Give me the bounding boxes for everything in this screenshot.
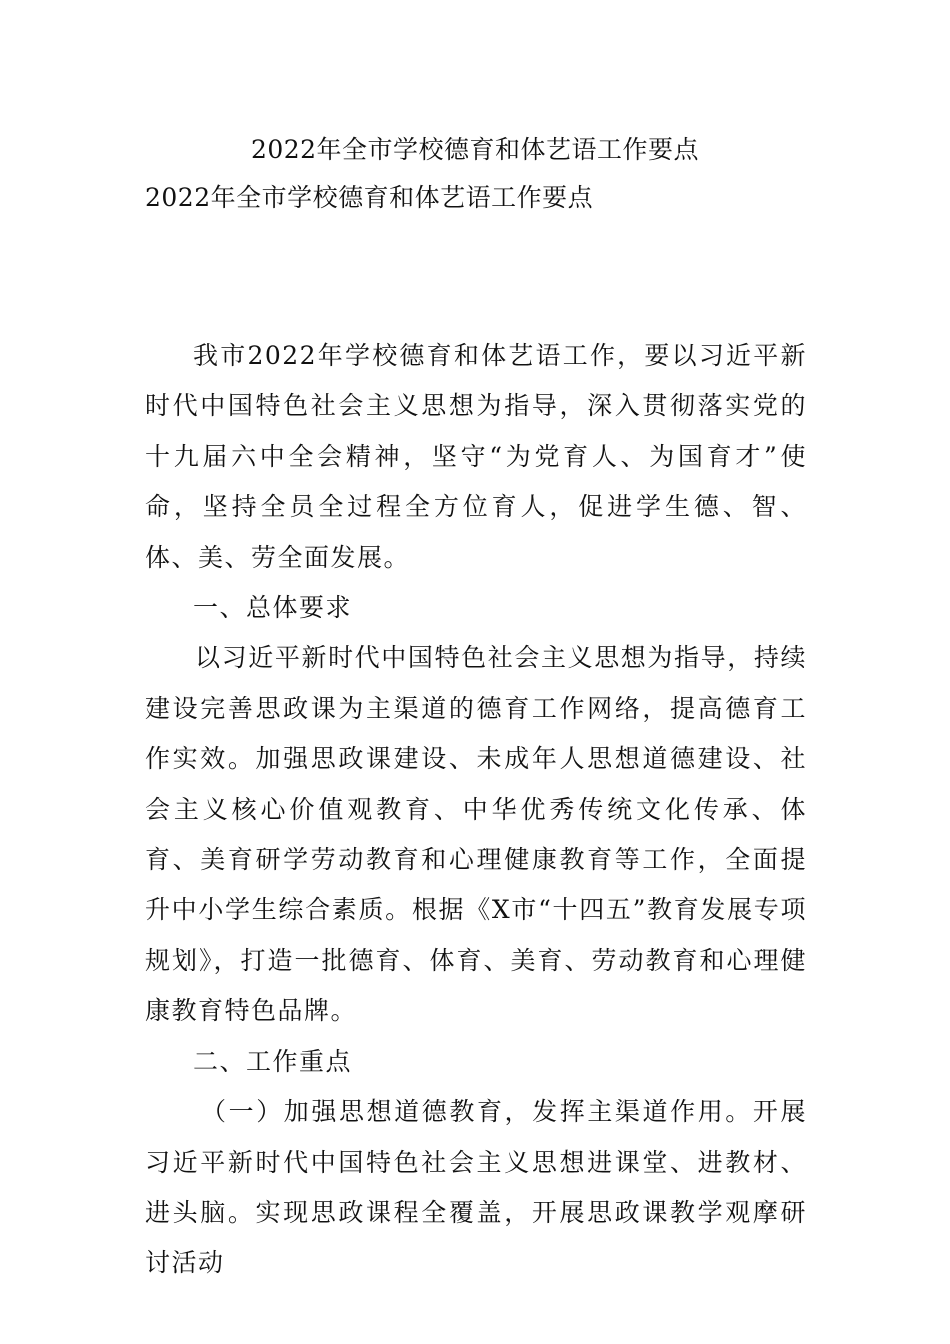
work-focus-item-1-paragraph: （一）加强思想道德教育，发挥主渠道作用。开展习近平新时代中国特色社会主义思想进课堂、进教材、进头脑。实现思政课程全覆盖，开展思政课教学观摩研讨活动 <box>145 1097 807 1278</box>
document-body <box>145 331 807 1289</box>
intro-paragraph: 我市2022年学校德育和体艺语工作，要以习近平新时代中国特色社会主义思想为指导，深入贯彻落实党的十九届六中全会精神，坚守“为党育人、为国育才”使命，坚持全员全过程全方位育人，促进学生德、智、体、美、劳全面发展。 <box>145 341 807 572</box>
section-heading-general-requirements: 一、总体要求 <box>193 593 353 623</box>
document-title-left: 2022年全市学校德育和体艺语工作要点 <box>145 183 594 212</box>
section-heading-work-focus: 二、工作重点 <box>193 1046 353 1076</box>
general-requirements-paragraph: 以习近平新时代中国特色社会主义思想为指导，持续建设完善思政课为主渠道的德育工作网络，提高德育工作实效。加强思政课建设、未成年人思想道德建设、社会主义核心价值观教育、中华优秀传统文化传承、体育、美育研学劳动教育和心理健康教育等工作，全面提升中小学生综合素质。根据《X市“十四五”教育发展专项规划》，打造一批德育、体育、美育、劳动教育和心理健康教育特色品牌。 <box>145 643 807 1026</box>
document-title-centered: 2022年全市学校德育和体艺语工作要点 <box>250 135 700 164</box>
